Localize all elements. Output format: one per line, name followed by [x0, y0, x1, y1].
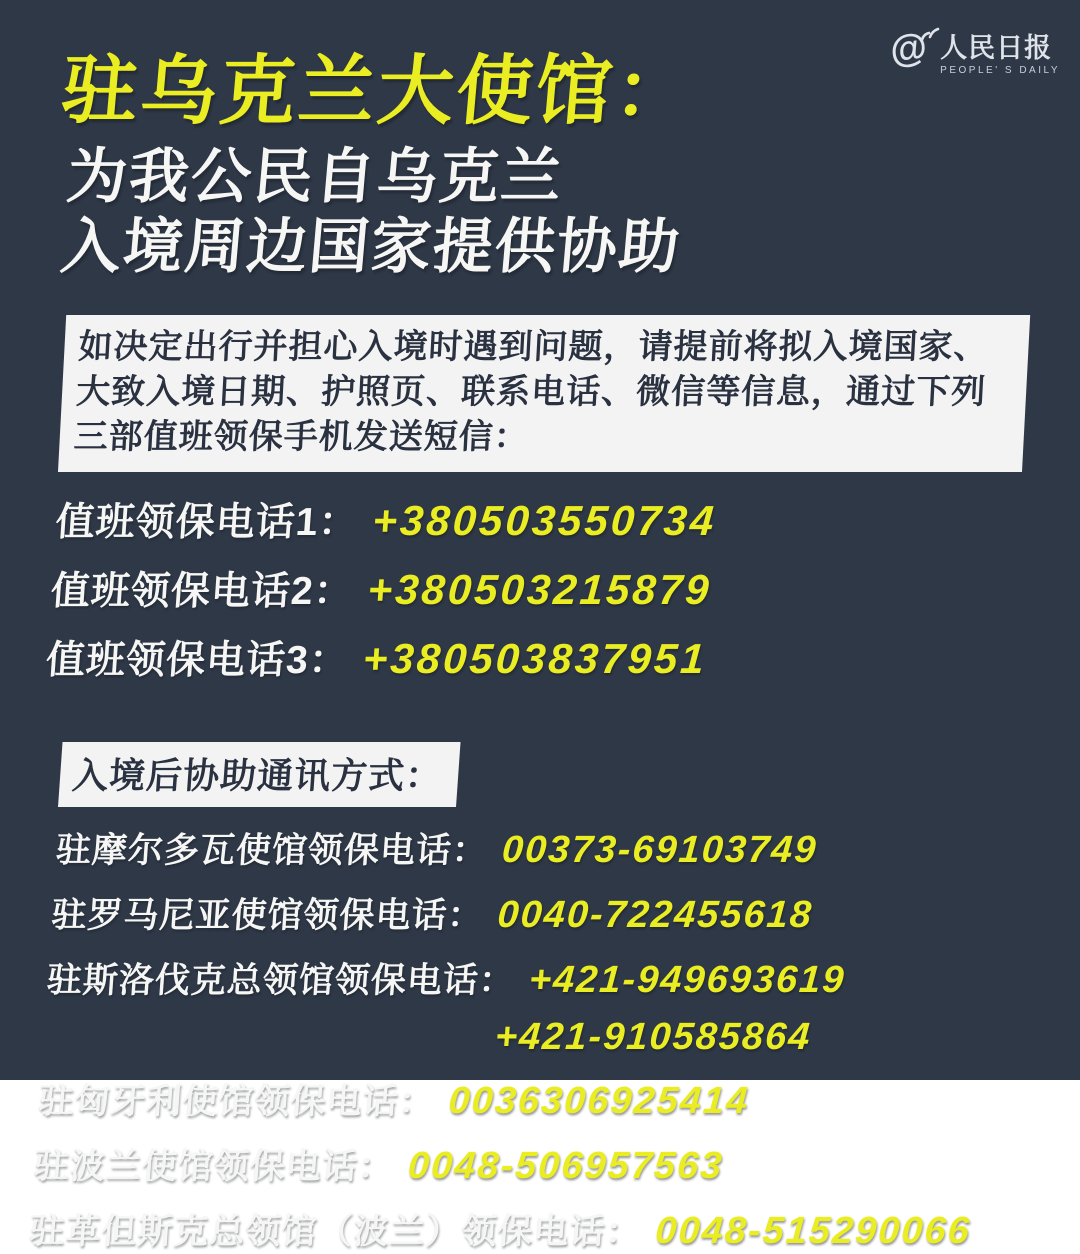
duty-phone-label: 值班领保电话1： [54, 501, 361, 545]
contact-row-poland [32, 1139, 1001, 1189]
page-subtitle [58, 142, 1036, 281]
contact-number: +421-949693619 [527, 959, 847, 1002]
contact-label: 驻摩尔多瓦使馆领保电话： [54, 831, 490, 871]
contact-number: 0036306925414 [447, 1080, 751, 1123]
duty-phone-label: 值班领保电话3： [44, 639, 351, 683]
contact-row-gdansk [28, 1204, 997, 1254]
contact-label: 驻罗马尼亚使馆领保电话： [50, 896, 485, 936]
contact-row-moldova [55, 823, 1024, 873]
duty-phone-row [54, 491, 1024, 547]
at-glyph: @ [887, 25, 930, 73]
section-header: 入境后协助通讯方式： [58, 742, 461, 807]
contact-label: 驻斯洛伐克总领馆领保电话： [45, 961, 517, 1001]
contact-number: +421-910585864 [493, 1016, 813, 1059]
duty-phone-number: +380503215879 [366, 566, 714, 614]
contact-label: 驻匈牙利使馆领保电话： [37, 1082, 436, 1122]
contact-number: 00373-69103749 [500, 829, 820, 872]
duty-phone-row [44, 629, 1014, 685]
contact-label: 驻波兰使馆领保电话： [32, 1147, 396, 1187]
duty-phone-number: +380503837951 [361, 635, 709, 683]
notice-box: 如决定出行并担心入境时遇到问题，请提前将拟入境国家、大致入境日期、护照页、联系电话、微信等信息，通过下列三部值班领保手机发送短信： [58, 315, 1030, 472]
contact-number: 0048-515290066 [654, 1210, 973, 1253]
subtitle-line-1: 为我公民自乌克兰 [64, 142, 567, 210]
contact-row-slovakia-2 [41, 1016, 1010, 1059]
duty-phone-number: +380503550734 [370, 497, 719, 545]
logo-name-cn: 人民日报 [940, 33, 1053, 63]
contact-number: 0040-722455618 [496, 894, 815, 937]
duty-phone-label: 值班领保电话2： [49, 570, 356, 614]
contact-list [28, 823, 1024, 1254]
contact-row-slovakia [45, 953, 1014, 1003]
sound-wave-icon [916, 24, 942, 48]
subtitle-line-2: 入境周边国家提供协助 [58, 212, 685, 280]
duty-phone-list [44, 491, 1024, 685]
contact-row-hungary [37, 1074, 1006, 1124]
page-title: 驻乌克兰大使馆： [57, 49, 698, 134]
logo-name-en: PEOPLE' S DAILY [940, 65, 1060, 77]
contact-number: 0048-506957563 [406, 1145, 725, 1188]
contact-row-romania [50, 888, 1019, 938]
contact-label: 驻革但斯克总领馆（波兰）领保电话： [28, 1212, 643, 1252]
duty-phone-row [49, 560, 1019, 616]
